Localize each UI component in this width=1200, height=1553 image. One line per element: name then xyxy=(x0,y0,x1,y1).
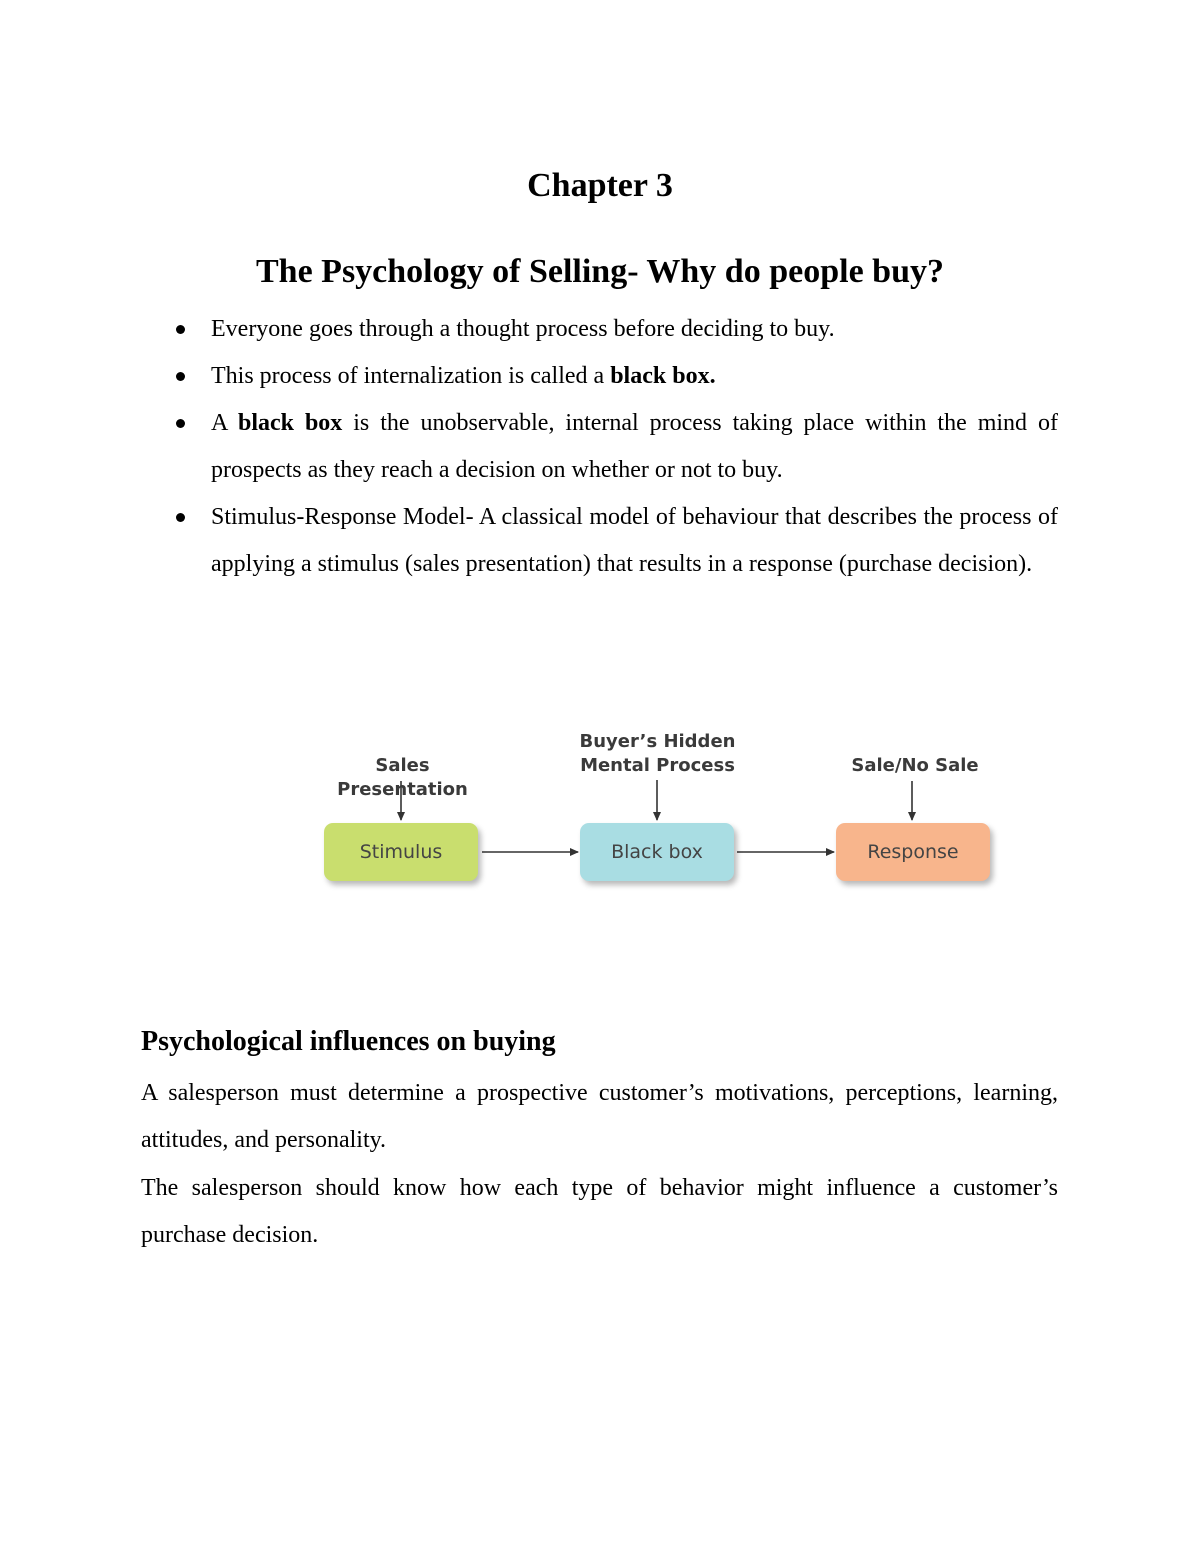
stimulus-response-diagram xyxy=(300,720,1020,920)
list-item xyxy=(140,400,1058,494)
bullet-text: This process of internalization is called a xyxy=(211,363,611,389)
section-heading: Psychological influences on buying xyxy=(141,1026,556,1057)
bold-term: black box. xyxy=(610,363,716,389)
bullet-text: Stimulus-Response Model- A classical model of behaviour that describes the process of applying a stimulus (sales presentation) that results in a response (purchase decision). xyxy=(211,504,1058,577)
paragraph: A salesperson must determine a prospective customer’s motivations, perceptions, learning, attitudes, and personality. xyxy=(141,1080,1058,1153)
bullet-list xyxy=(140,306,1058,588)
sales-presentation-label: Sales Presentation xyxy=(337,755,468,800)
stimulus-box: Stimulus xyxy=(324,823,478,881)
bullet-text: Everyone goes through a thought process before deciding to buy. xyxy=(211,316,835,342)
bold-term: black box xyxy=(237,410,343,436)
bullet-icon xyxy=(176,372,185,381)
list-item xyxy=(140,494,1058,588)
page-title: The Psychology of Selling- Why do people buy? xyxy=(256,253,944,290)
bullet-icon xyxy=(176,325,185,334)
list-item xyxy=(140,306,1058,353)
bullet-icon xyxy=(176,513,185,522)
list-item xyxy=(140,353,1058,400)
black-box-box: Black box xyxy=(580,823,734,881)
bullet-text: A xyxy=(211,410,238,436)
response-box: Response xyxy=(836,823,990,881)
bullet-text: is the unobservable, internal process taking place within the mind of prospects as they reach a decision on whether or not to buy. xyxy=(211,410,1058,483)
hidden-process-label-line1: Buyer’s Hidden xyxy=(579,731,736,752)
bullet-icon xyxy=(176,419,185,428)
paragraph: The salesperson should know how each type of behavior might influence a customer’s purchase decision. xyxy=(141,1175,1058,1248)
chapter-title: Chapter 3 xyxy=(527,167,673,204)
hidden-process-label-line2: Mental Process xyxy=(580,755,735,776)
sale-no-sale-label: Sale/No Sale xyxy=(851,755,979,776)
